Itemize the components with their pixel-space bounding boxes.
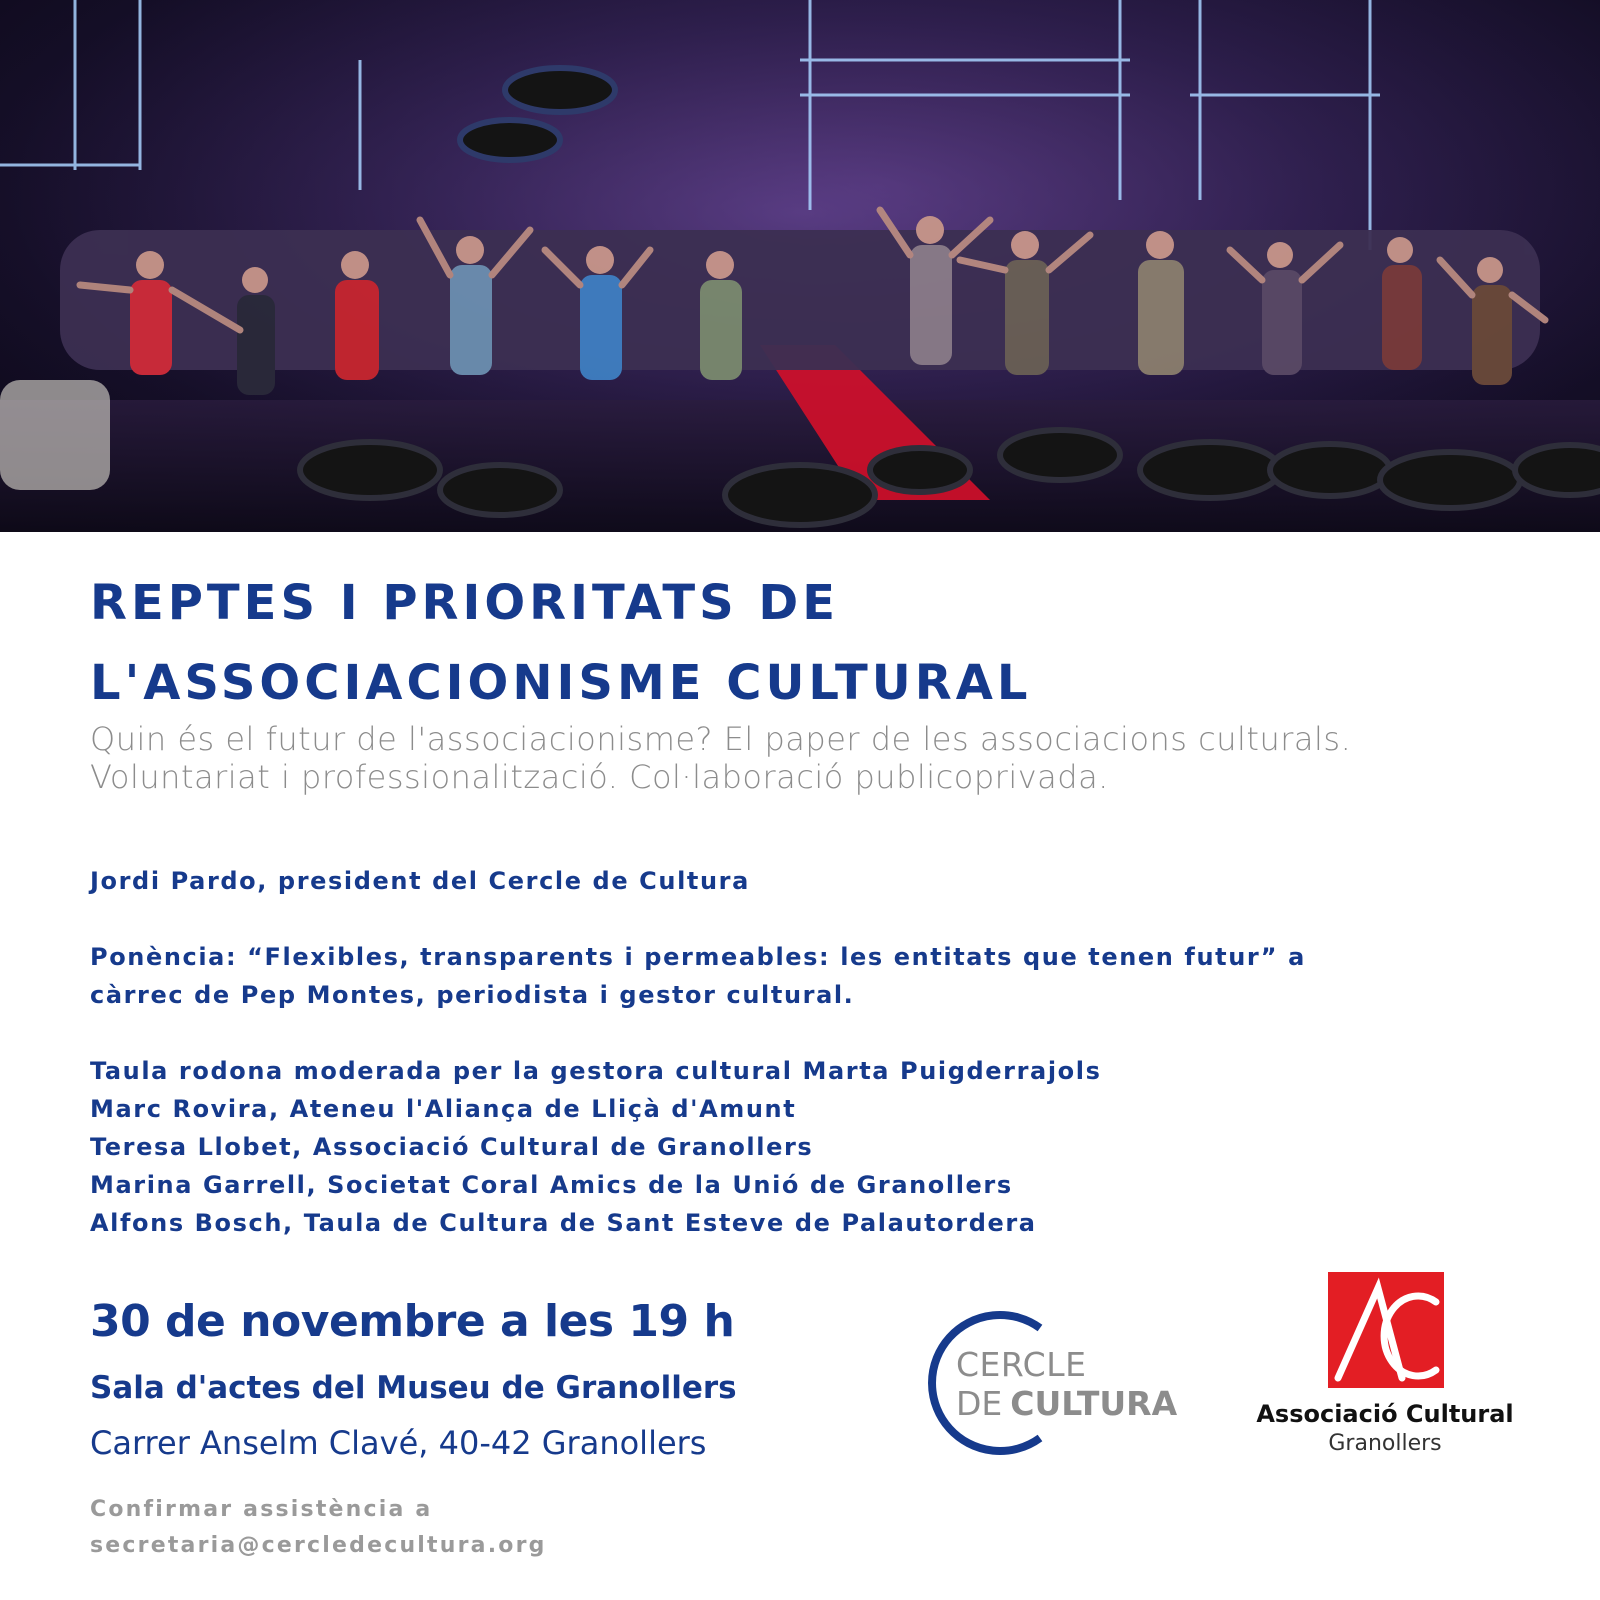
ac-logo-name: Associació Cultural [1256, 1400, 1514, 1428]
panelist: Teresa Llobet, Associació Cultural de Granollers [90, 1133, 814, 1161]
talk-line-1: Ponència: “Flexibles, transparents i permeables: les entitats que tenen futur” a [90, 943, 1306, 971]
page-title [90, 563, 1540, 723]
cercle-logo-line-2 [956, 1384, 1178, 1423]
event-address: Carrer Anselm Clavé, 40-42 Granollers [90, 1424, 707, 1462]
rsvp [90, 1492, 547, 1564]
talk-line-2: càrrec de Pep Montes, periodista i gestor cultural. [90, 981, 855, 1009]
cercle-logo-line-1: CERCLE [956, 1345, 1087, 1384]
cercle-logo-cultura: CULTURA [1010, 1384, 1178, 1423]
title-line-2: L'ASSOCIACIONISME CULTURAL [90, 655, 1032, 711]
cercle-de-cultura-logo [912, 1310, 1192, 1460]
rsvp-label: Confirmar assistència a [90, 1497, 433, 1522]
opening-speaker: Jordi Pardo, president del Cercle de Cultura [90, 867, 750, 895]
subtitle [90, 720, 1550, 796]
associacio-cultural-logo [1250, 1270, 1520, 1470]
cercle-logo-de: DE [956, 1384, 1003, 1423]
hero-photo [0, 0, 1600, 532]
event-date: 30 de novembre a les 19 h [90, 1296, 735, 1347]
ac-logo-city: Granollers [1328, 1431, 1442, 1456]
stage-illustration [0, 0, 1600, 532]
subtitle-line-1: Quin és el futur de l'associacionisme? El paper de les associacions culturals. [90, 720, 1352, 758]
rsvp-email[interactable]: secretaria@cercledecultura.org [90, 1533, 547, 1558]
program [90, 862, 1530, 1242]
title-line-1: REPTES I PRIORITATS DE [90, 575, 840, 631]
panelist: Marc Rovira, Ateneu l'Aliança de Lliçà d'Amunt [90, 1095, 797, 1123]
panelist: Marina Garrell, Societat Coral Amics de la Unió de Granollers [90, 1171, 1013, 1199]
event-venue: Sala d'actes del Museu de Granollers [90, 1370, 737, 1406]
round-table: Taula rodona moderada per la gestora cultural Marta Puigderrajols [90, 1057, 1102, 1085]
car-wreck [0, 380, 110, 490]
subtitle-line-2: Voluntariat i professionalització. Col·laboració publicoprivada. [90, 758, 1109, 796]
panelist: Alfons Bosch, Taula de Cultura de Sant Esteve de Palautordera [90, 1209, 1037, 1237]
crowd [60, 210, 1545, 395]
